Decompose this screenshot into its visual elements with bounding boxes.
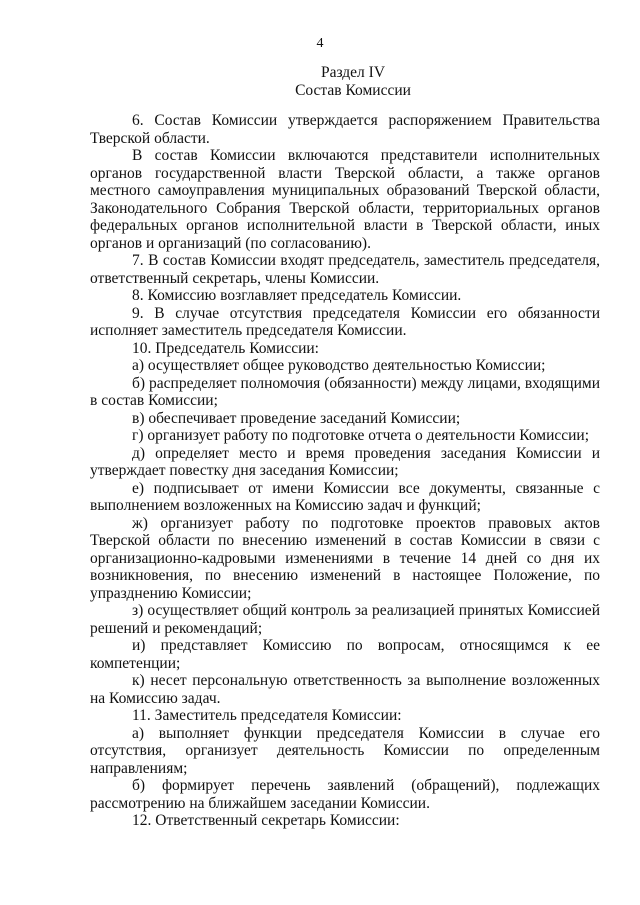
paragraph-10: 10. Председатель Комиссии:: [132, 339, 319, 357]
paragraph-8: 8. Комиссию возглавляет председатель Комиссии.: [132, 287, 462, 304]
paragraph-9: 9. В случае отсутствия председателя Комиссии его обязанности исполняет заместитель председателя Комиссии.: [90, 304, 600, 339]
paragraph-10-a: а) осуществляет общее руководство деятельностью Комиссии;: [132, 357, 546, 374]
paragraph-12: 12. Ответственный секретарь Комиссии:: [132, 812, 400, 829]
paragraph-11: 11. Заместитель председателя Комиссии:: [132, 707, 402, 724]
paragraph-11-b: б) формирует перечень заявлений (обращений), подлежащих рассмотрению на ближайшем заседании Комиссии.: [90, 777, 600, 812]
paragraph-10-e: е) подписывает от имени Комиссии все документы, связанные с выполнением возложенных на Комиссию задач и функций;: [90, 479, 600, 514]
paragraph-10-g: г) организует работу по подготовке отчета о деятельности Комиссии;: [132, 427, 590, 444]
paragraph-7: 7. В состав Комиссии входят председатель, заместитель председателя, ответственный секретарь, члены Комиссии.: [90, 252, 600, 287]
paragraph-10-v: в) обеспечивает проведение заседаний Комиссии;: [132, 409, 461, 427]
section-title: Раздел IV: [320, 64, 386, 81]
paragraph-10-i: и) представляет Комиссию по вопросам, относящимся к ее компетенции;: [90, 637, 600, 672]
paragraph-10-d: д) определяет место и время проведения заседания Комиссии и утверждает повестку дня заседания Комиссии;: [90, 444, 600, 479]
paragraph-10-zh: ж) организует работу по подготовке проектов правовых актов Тверской области по внесению изменений в состав Комиссии в связи с организационно-кадровыми изменениями в течение 14 дней со дня их возникновения, по внесению изменений в настоящее Положение, по упразднению Комиссии;: [90, 514, 600, 602]
paragraph-11-a: а) выполняет функции председателя Комиссии в случае его отсутствия, организует деятельность Комиссии по определенным направлениям;: [90, 724, 600, 777]
paragraph-10-b: б) распределяет полномочия (обязанности) между лицами, входящими в состав Комиссии;: [90, 374, 600, 409]
paragraph-10-z: з) осуществляет общий контроль за реализацией принятых Комиссией решений и рекомендаций;: [90, 602, 600, 637]
paragraph-10-k: к) несет персональную ответственность за выполнение возложенных на Комиссию задач.: [90, 672, 600, 707]
document-body: [90, 112, 600, 830]
section-subtitle: Состав Комиссии: [295, 82, 411, 99]
paragraph-6: 6. Состав Комиссии утверждается распоряжением Правительства Тверской области.: [90, 112, 600, 147]
page-number: 4: [316, 36, 324, 51]
paragraph-6-composition: В состав Комиссии включаются представители исполнительных органов государственной власти Тверской области, а также органов местного самоуправления муниципальных образований Тверской области, Законодательного Собрания Тверской области, территориальных органов федеральных органов исполнительной власти в Тверской области, иных органов и организаций (по согласованию).: [90, 147, 600, 252]
